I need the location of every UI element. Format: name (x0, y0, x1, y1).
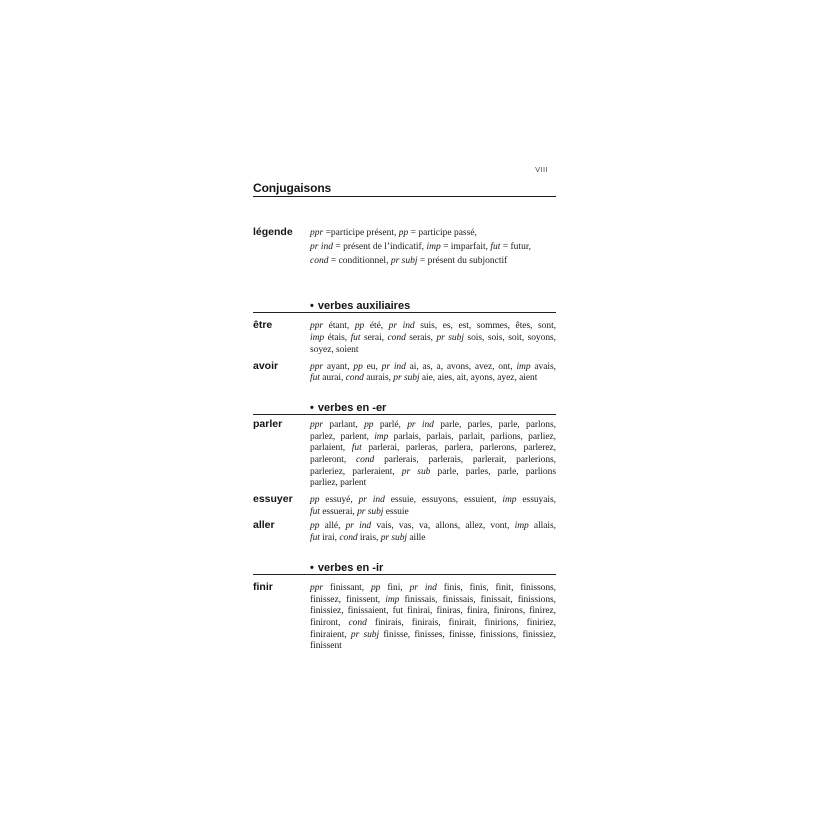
section-entries (253, 319, 556, 385)
text-run: parlé, (373, 420, 408, 431)
conjugation-line (310, 432, 556, 444)
text-run: irais, (357, 533, 381, 544)
verb-section (253, 402, 556, 545)
verb-label: essuyer (253, 493, 293, 506)
text-run: parlerais, parlerais, parlerait, parlerions, (374, 455, 556, 466)
abbreviation: pp (370, 583, 381, 594)
abbreviation: pr subj (393, 373, 420, 384)
abbreviation: fut (350, 333, 361, 344)
abbreviation: imp (502, 495, 517, 506)
text-run: finirais, finirais, finirait, finirions, finiriez, (366, 618, 556, 629)
text-run: finis, finis, finit, finissons, (436, 583, 557, 594)
verb-entry (253, 519, 556, 544)
text-run: parlaient, (310, 443, 352, 454)
text-run: = conditionnel, (328, 256, 391, 267)
abbreviation: ppr (310, 420, 324, 431)
text-run: essuyais, (516, 495, 556, 506)
conjugation-line (310, 420, 556, 432)
conjugation-line (310, 583, 556, 595)
abbreviation: imp (514, 521, 529, 532)
legend-line (310, 240, 556, 254)
abbreviation: pr ind (381, 361, 406, 372)
text-run: essuie (383, 507, 409, 518)
text-run: fini, (380, 583, 410, 594)
abbreviation: pr ind (409, 583, 437, 594)
abbreviation: pr subj (350, 629, 380, 640)
abbreviation: fut (490, 242, 501, 253)
abbreviation: imp (310, 333, 325, 344)
conjugation-line (310, 443, 556, 455)
text-run: essuyé, (319, 495, 359, 506)
text-run: finiraient, (310, 629, 351, 640)
bullet-icon: • (310, 402, 314, 414)
text-run: finissent (310, 641, 342, 652)
abbreviation: pr subj (390, 256, 418, 267)
abbreviation: fut (310, 507, 320, 518)
section-title: verbes en -er (317, 402, 387, 414)
abbreviation: cond (339, 533, 358, 544)
text-run: été, (364, 321, 389, 332)
conjugation-text (310, 495, 556, 518)
text-run: parlant, (323, 420, 365, 431)
abbreviation: cond (348, 618, 367, 629)
abbreviation: pr ind (407, 420, 434, 431)
text-run: aille (407, 533, 426, 544)
abbreviation: pr ind (388, 321, 415, 332)
abbreviation: ppr (310, 361, 324, 372)
abbreviation: pp (310, 495, 320, 506)
conjugation-line (310, 362, 556, 374)
text-run: parleriez, parleraient, (310, 466, 402, 477)
text-run: parle, parles, parle, parlions (430, 466, 556, 477)
conjugation-text (310, 583, 556, 653)
text-run: finissiez, finissaient, fut finirai, finiras, finira, finirons, finirez, (310, 606, 556, 617)
legend-text (310, 226, 556, 269)
conjugation-line (310, 345, 556, 357)
abbreviation: pr subj (436, 333, 464, 344)
abbreviation: fut (310, 533, 320, 544)
conjugation-line (310, 618, 556, 630)
verb-label: avoir (253, 359, 279, 372)
text-run: aie, aies, ait, ayons, ayez, aient (419, 373, 538, 384)
section-entries (253, 418, 556, 545)
abbreviation: pp (353, 361, 363, 372)
conjugation-line (310, 521, 556, 533)
text-run: = imparfait, (440, 242, 491, 253)
abbreviation: cond (355, 455, 375, 466)
text-run: eu, (362, 361, 382, 372)
conjugation-line (310, 333, 556, 345)
text-run: = présent du subjonctif (417, 256, 508, 267)
text-run: vais, vas, va, allons, allez, vont, (371, 521, 515, 532)
text-run: soyez, soient (310, 344, 359, 355)
text-run: parlais, parlais, parlait, parlions, parliez, (388, 431, 556, 442)
text-run: = présent de l’indicatif, (332, 242, 427, 253)
text-run: essuie, essuyons, essuient, (384, 495, 503, 506)
verb-section (253, 300, 556, 386)
section-header (253, 300, 556, 313)
legend-line (310, 226, 556, 240)
abbreviation: pr ind (310, 242, 333, 253)
conjugation-line (310, 507, 556, 519)
text-run: parlerai, parleras, parlera, parlerons, parlerez, (361, 443, 556, 454)
text-run: finisse, finisses, finisse, finissions, finissiez, (379, 629, 557, 640)
text-run: finissez, finissent, (310, 594, 386, 605)
verb-section (253, 562, 556, 654)
text-run: ai, as, a, avons, avez, ont, (405, 361, 517, 372)
text-run: parlez, parlent, (310, 431, 375, 442)
conjugation-line (310, 495, 556, 507)
text-run: essuerai, (319, 507, 358, 518)
abbreviation: ppr (310, 321, 324, 332)
conjugation-line (310, 533, 556, 545)
section-header (253, 562, 556, 575)
verb-label: parler (253, 418, 283, 431)
section-header (253, 402, 556, 415)
text-run: sois, sois, soit, soyons, (463, 333, 556, 344)
abbreviation: pr ind (345, 521, 372, 532)
text-run: = participe passé, (408, 228, 477, 238)
abbreviation: ppr (310, 583, 324, 594)
conjugation-line (310, 478, 556, 490)
conjugation-text (310, 321, 556, 356)
text-run: allé, (319, 521, 346, 532)
abbreviation: pp (310, 521, 320, 532)
text-run: suis, es, est, sommes, êtes, sont, (414, 321, 557, 332)
conjugation-line (310, 595, 556, 607)
bullet-icon: • (310, 299, 314, 312)
conjugation-text (310, 420, 556, 490)
abbreviation: cond (310, 256, 329, 267)
conjugation-line (310, 641, 556, 653)
verb-entry (253, 319, 556, 356)
text-run: serais, (405, 333, 437, 344)
abbreviation: ppr (310, 228, 324, 238)
verb-entry (253, 581, 556, 653)
page-number: VIII (535, 165, 548, 174)
conjugation-text (310, 521, 556, 544)
text-run: finiront, (310, 618, 349, 629)
text-run: = futur, (500, 242, 531, 253)
text-run: parle, parles, parle, parlons, (433, 420, 556, 431)
text-run: =participe présent, (323, 228, 399, 238)
section-title: verbes en -ir (317, 561, 384, 574)
conjugation-line (310, 630, 556, 642)
legend (253, 226, 556, 269)
verb-label: aller (253, 519, 275, 532)
page-content (253, 0, 556, 815)
abbreviation: imp (426, 242, 441, 253)
legend-label: légende (253, 226, 293, 238)
conjugation-line (310, 321, 556, 333)
text-run: étais, (324, 333, 351, 344)
abbreviation: pr subj (357, 507, 384, 518)
text-run: ayant, (323, 361, 354, 372)
abbreviation: pp (354, 321, 365, 332)
text-run: aurais, (363, 373, 394, 384)
verb-label: être (253, 319, 273, 332)
text-run: serai, (360, 333, 388, 344)
conjugation-line (310, 455, 556, 467)
conjugation-line (310, 373, 556, 385)
abbreviation: imp (516, 361, 531, 372)
conjugation-line (310, 467, 556, 479)
abbreviation: cond (345, 373, 364, 384)
text-run: étant, (323, 321, 355, 332)
page-title: Conjugaisons (253, 181, 556, 197)
text-run: aurai, (319, 373, 346, 384)
abbreviation: pp (364, 420, 374, 431)
bullet-icon: • (310, 561, 314, 574)
conjugation-text (310, 362, 556, 385)
conjugation-line (310, 606, 556, 618)
text-run: parleront, (310, 455, 356, 466)
abbreviation: pr subj (380, 533, 408, 544)
verb-label: finir (253, 581, 273, 594)
text-run: finissais, finissais, finissait, finissions, (399, 594, 556, 605)
abbreviation: fut (351, 443, 362, 454)
text-run: parliez, parlent (310, 478, 367, 489)
abbreviation: cond (387, 333, 406, 344)
section-title: verbes auxiliaires (317, 299, 411, 312)
abbreviation: imp (374, 431, 389, 442)
legend-line (310, 254, 556, 268)
abbreviation: pr ind (358, 495, 385, 506)
text-run: finissant, (323, 583, 371, 594)
abbreviation: pp (398, 228, 409, 238)
verb-entry (253, 360, 556, 385)
text-run: irai, (319, 533, 340, 544)
verb-entry (253, 418, 556, 490)
text-run: allais, (528, 521, 556, 532)
abbreviation: imp (385, 594, 400, 605)
section-entries (253, 581, 556, 653)
text-run: avais, (530, 361, 556, 372)
abbreviation: fut (310, 373, 320, 384)
verb-entry (253, 493, 556, 518)
abbreviation: pr sub (401, 466, 431, 477)
